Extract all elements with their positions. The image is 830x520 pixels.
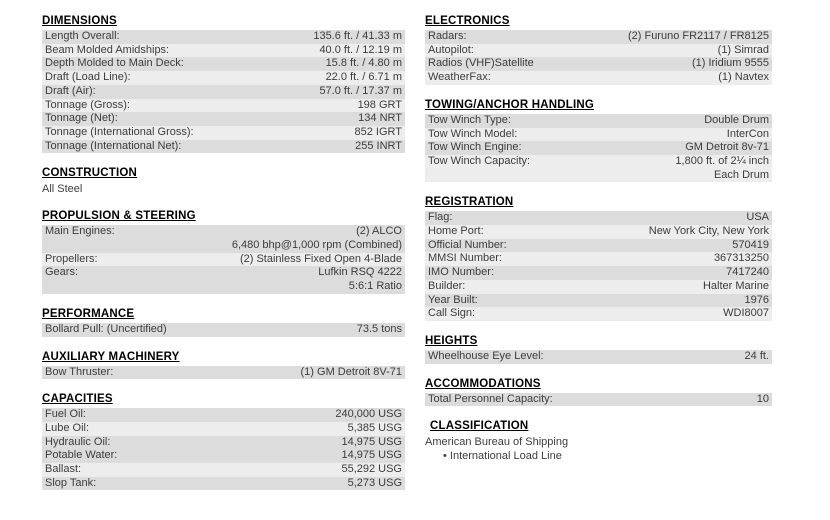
spec-table-capacities: [42, 408, 405, 490]
spec-row: [425, 30, 772, 44]
spec-label: MMSI Number:: [428, 252, 502, 265]
spec-label: Slop Tank:: [45, 476, 97, 489]
spec-value-line: (2) Furuno FR2117 / FR8125: [627, 30, 769, 42]
spec-row: [42, 366, 405, 380]
spec-value: [84, 266, 402, 293]
text-line: American Bureau of Shipping: [425, 436, 569, 449]
spec-value-line: (2) ALCO: [356, 225, 402, 238]
spec-value: [550, 350, 769, 364]
spec-table-electronics: [425, 30, 772, 85]
spec-row: [42, 99, 405, 113]
spec-value: [481, 307, 769, 321]
spec-row: [425, 239, 772, 253]
spec-table-auxiliary-machinery: [42, 366, 405, 380]
spec-value: [104, 253, 402, 267]
spec-value-line: 22.0 ft. / 6.71 m: [325, 71, 402, 84]
section-auxiliary-machinery: [42, 350, 405, 380]
spec-row: [42, 112, 405, 126]
section-accommodations: [425, 377, 772, 407]
spec-row: [42, 449, 405, 463]
spec-label: Official Number:: [428, 238, 507, 251]
spec-value-line: GM Detroit 8v-71: [685, 141, 769, 154]
spec-label: Total Personnel Capacity:: [428, 392, 553, 405]
spec-value: [87, 463, 402, 477]
spec-value-line: (1) Iridium 9555: [691, 57, 769, 70]
spec-value-line: 1,800 ft. of 2¼ inch: [675, 154, 769, 167]
spec-value-line: (2) Stainless Fixed Open 4-Blade: [239, 252, 402, 265]
spec-value: [480, 44, 769, 58]
spec-value: [200, 126, 402, 140]
spec-row: [42, 44, 405, 58]
spec-label: Tow Winch Type:: [428, 113, 511, 126]
section-title-dimensions: DIMENSIONS: [42, 15, 117, 27]
spec-value: [173, 323, 402, 337]
spec-value-line: 40.0 ft. / 12.19 m: [319, 43, 402, 56]
spec-value-line: 14,975 USG: [341, 435, 402, 448]
spec-value: [490, 225, 769, 239]
spec-row: [42, 253, 405, 267]
spec-value-line: 57.0 ft. / 17.37 m: [319, 84, 402, 97]
spec-row: [425, 225, 772, 239]
spec-label: Tonnage (Gross):: [45, 98, 130, 111]
spec-label: Main Engines:: [45, 225, 115, 238]
spec-label: Flag:: [428, 211, 453, 224]
spec-row: [42, 477, 405, 491]
column-left: [42, 0, 405, 490]
spec-value-line: 255 INRT: [355, 139, 402, 152]
spec-row: [42, 463, 405, 477]
section-title-classification: CLASSIFICATION: [430, 420, 529, 433]
spec-value: [119, 366, 402, 380]
section-towing-anchor-handling: [425, 98, 772, 183]
spec-row: [425, 266, 772, 280]
spec-value-line: 6,480 bhp@1,000 rpm (Combined): [231, 239, 402, 252]
spec-value: [458, 211, 769, 225]
text-line: All Steel: [42, 183, 83, 196]
spec-value-line: (1) GM Detroit 8V-71: [300, 365, 402, 378]
section-title-registration: REGISTRATION: [425, 196, 514, 209]
spec-value-line: 198 GRT: [357, 98, 402, 111]
text-line: • International Load Line: [443, 450, 562, 463]
spec-value: [190, 57, 402, 71]
spec-table-accommodations: [425, 393, 772, 407]
spec-value: [513, 239, 769, 253]
spec-label: Gears:: [45, 266, 79, 279]
spec-value: [102, 85, 402, 99]
spec-row: [425, 44, 772, 58]
spec-value: [187, 140, 402, 154]
spec-value: [528, 141, 769, 155]
spec-value: [536, 155, 769, 182]
spec-row: [425, 294, 772, 308]
spec-value: [500, 266, 769, 280]
spec-label: Ballast:: [45, 463, 82, 476]
spec-value-line: InterCon: [726, 127, 769, 140]
section-title-auxiliary-machinery: AUXILIARY MACHINERY: [42, 350, 180, 363]
spec-label: Bollard Pull: (Uncertified): [45, 322, 167, 335]
spec-label: Length Overall:: [45, 30, 120, 42]
spec-row: [42, 126, 405, 140]
section-classification: [425, 419, 772, 463]
spec-table-dimensions: [42, 30, 405, 153]
spec-value-line: 5,385 USG: [347, 421, 402, 434]
spec-value: [116, 436, 402, 450]
spec-value-line: 367313250: [713, 252, 769, 265]
spec-label: Draft (Air):: [45, 84, 96, 97]
spec-value: [126, 30, 402, 44]
spec-value: [559, 393, 769, 407]
spec-label: Beam Molded Amidships:: [45, 43, 170, 56]
spec-row: [42, 71, 405, 85]
spec-value-line: Each Drum: [713, 168, 769, 181]
spec-value: [137, 71, 402, 85]
spec-label: Draft (Load Line):: [45, 71, 131, 84]
spec-row: [425, 114, 772, 128]
spec-row: [425, 57, 772, 71]
section-capacities: [42, 392, 405, 490]
spec-row: [42, 30, 405, 44]
spec-label: Call Sign:: [428, 307, 476, 320]
spec-value-line: 134 NRT: [358, 112, 402, 125]
spec-label: WeatherFax:: [428, 71, 491, 84]
spec-value: [540, 57, 769, 71]
section-heights: [425, 334, 772, 364]
spec-row: [425, 307, 772, 321]
spec-table-heights: [425, 350, 772, 364]
spec-label: IMO Number:: [428, 266, 495, 279]
spec-label: Home Port:: [428, 225, 484, 238]
spec-label: Tow Winch Engine:: [428, 141, 522, 154]
spec-row: [42, 85, 405, 99]
spec-label: Builder:: [428, 279, 466, 292]
spec-value: [136, 99, 402, 113]
spec-value-line: 240,000 USG: [335, 408, 402, 421]
spec-value-line: 10: [756, 392, 769, 405]
spec-row: [425, 128, 772, 142]
section-title-heights: HEIGHTS: [425, 334, 478, 347]
spec-value: [121, 225, 402, 252]
spec-value-line: 24 ft.: [744, 349, 769, 362]
spec-value-line: Double Drum: [704, 113, 769, 126]
spec-row: [425, 71, 772, 85]
spec-label: Depth Molded to Main Deck:: [45, 57, 184, 70]
spec-value-line: 15.8 ft. / 4.80 m: [325, 57, 402, 70]
spec-row: [425, 280, 772, 294]
section-dimensions: [42, 14, 405, 153]
spec-value-line: 5,273 USG: [347, 476, 402, 489]
spec-table-propulsion-steering: [42, 225, 405, 294]
section-title-towing-anchor-handling: TOWING/ANCHOR HANDLING: [425, 98, 595, 111]
spec-value: [497, 71, 769, 85]
spec-row: [42, 225, 405, 252]
spec-label: Autopilot:: [428, 43, 474, 56]
spec-label: Tow Winch Model:: [428, 127, 518, 140]
spec-row: [425, 252, 772, 266]
spec-value-line: (1) Navtex: [718, 71, 769, 84]
spec-label: Tonnage (International Net):: [45, 139, 182, 152]
spec-value-line: 7417240: [726, 266, 769, 279]
spec-row: [425, 141, 772, 155]
spec-value: [471, 280, 769, 294]
spec-row: [42, 57, 405, 71]
spec-value-line: Halter Marine: [702, 279, 769, 292]
spec-row: [42, 422, 405, 436]
spec-value-line: 5:6:1 Ratio: [348, 280, 402, 293]
spec-value-line: 1976: [744, 293, 769, 306]
section-title-electronics: ELECTRONICS: [425, 15, 510, 27]
spec-value-line: Lufkin RSQ 4222: [318, 266, 402, 279]
spec-label: Tonnage (International Gross):: [45, 125, 194, 138]
spec-label: Tow Winch Capacity:: [428, 154, 531, 167]
spec-value: [517, 114, 769, 128]
spec-label: Propellers:: [45, 252, 98, 265]
spec-row: [42, 266, 405, 293]
spec-label: Radios (VHF)Satellite: [428, 57, 534, 70]
column-right: [425, 0, 772, 463]
spec-value-line: USA: [746, 211, 769, 224]
section-title-accommodations: ACCOMMODATIONS: [425, 377, 541, 390]
section-electronics: [425, 14, 772, 85]
spec-value: [484, 294, 769, 308]
spec-value-line: New York City, New York: [648, 225, 769, 238]
spec-value-line: 135.6 ft. / 41.33 m: [313, 30, 402, 42]
spec-row: [425, 393, 772, 407]
section-construction: [42, 166, 405, 196]
spec-value-line: 852 IGRT: [354, 125, 402, 138]
spec-value: [508, 252, 769, 266]
section-title-propulsion-steering: PROPULSION & STEERING: [42, 210, 196, 223]
spec-value: [473, 30, 769, 44]
spec-label: Bow Thruster:: [45, 365, 114, 378]
spec-value-line: WDI8007: [723, 307, 769, 320]
section-title-performance: PERFORMANCE: [42, 307, 135, 320]
spec-value-line: 55,292 USG: [341, 463, 402, 476]
spec-label: Hydraulic Oil:: [45, 435, 111, 448]
spec-value: [102, 477, 402, 491]
spec-label: Lube Oil:: [45, 421, 90, 434]
section-title-capacities: CAPACITIES: [42, 393, 113, 406]
spec-value: [92, 408, 402, 422]
spec-value: [175, 44, 402, 58]
spec-value-line: 570419: [732, 238, 769, 251]
spec-label: Wheelhouse Eye Level:: [428, 349, 544, 362]
spec-value-line: 73.5 tons: [356, 322, 402, 335]
spec-value: [523, 128, 769, 142]
spec-label: Potable Water:: [45, 449, 118, 462]
section-registration: [425, 195, 772, 321]
spec-label: Tonnage (Net):: [45, 112, 118, 125]
spec-row: [42, 408, 405, 422]
spec-value: [124, 112, 402, 126]
spec-row: [425, 211, 772, 225]
spec-value: [95, 422, 402, 436]
spec-row: [42, 140, 405, 154]
spec-row: [425, 350, 772, 364]
spec-label: Year Built:: [428, 293, 478, 306]
spec-value-line: 14,975 USG: [341, 449, 402, 462]
spec-table-performance: [42, 323, 405, 337]
spec-row: [42, 436, 405, 450]
spec-label: Radars:: [428, 30, 467, 42]
spec-row: [42, 323, 405, 337]
section-propulsion-steering: [42, 209, 405, 294]
spec-row: [425, 155, 772, 182]
section-performance: [42, 307, 405, 337]
spec-value: [123, 449, 402, 463]
spec-table-towing-anchor-handling: [425, 114, 772, 183]
section-title-construction: CONSTRUCTION: [42, 167, 138, 180]
spec-value-line: (1) Simrad: [717, 43, 769, 56]
spec-label: Fuel Oil:: [45, 408, 86, 421]
spec-table-registration: [425, 211, 772, 321]
